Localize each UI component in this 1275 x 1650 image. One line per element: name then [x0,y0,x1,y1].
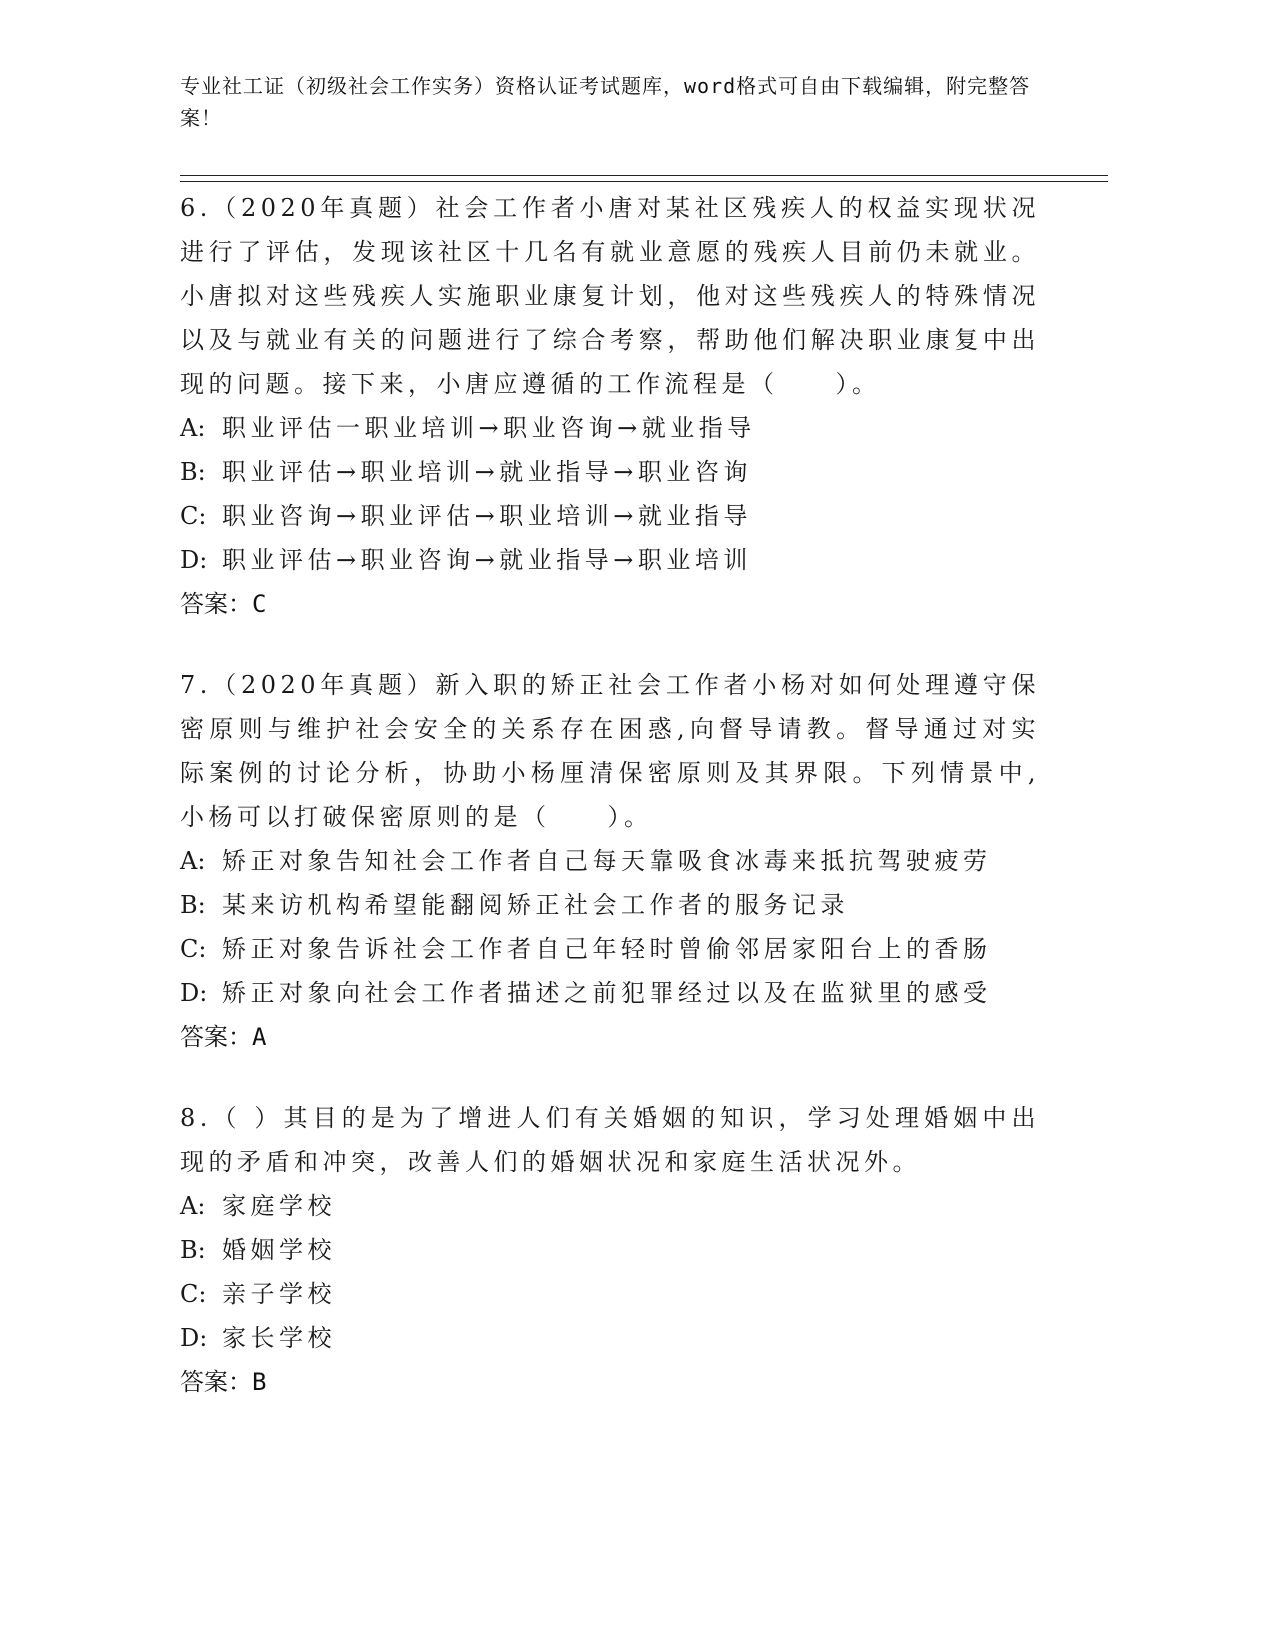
option-key: B: [180,891,206,919]
option-c [180,494,1040,538]
option-key: A: [180,847,206,875]
option-b [180,450,1040,494]
answer-label: 答案：B [180,1368,267,1396]
option-text: 家庭学校 [222,1192,336,1220]
option-b [180,1228,1040,1272]
option-key: D: [180,1324,208,1352]
option-key: A: [180,1192,206,1220]
header-divider-top [180,175,1108,176]
option-text: 矫正对象告知社会工作者自己每天靠吸食冰毒来抵抗驾驶疲劳 [222,847,992,875]
question-list [180,186,1040,1441]
option-key: D: [180,979,208,1007]
option-a [180,406,1040,450]
option-key: D: [180,546,208,574]
question-8 [180,1096,1040,1404]
option-text: 婚姻学校 [222,1236,336,1264]
option-key: C: [180,1280,207,1308]
option-text: 某来访机构希望能翻阅矫正社会工作者的服务记录 [222,891,849,919]
option-a [180,1184,1040,1228]
option-key: C: [180,935,207,963]
question-6 [180,186,1040,626]
option-d [180,1316,1040,1360]
option-text: 矫正对象向社会工作者描述之前犯罪经过以及在监狱里的感受 [222,979,992,1007]
option-text: 职业评估→职业培训→就业指导→职业咨询 [222,458,752,486]
option-text: 职业评估一职业培训→职业咨询→就业指导 [222,414,756,442]
option-key: C: [180,502,207,530]
document-header: 专业社工证（初级社会工作实务）资格认证考试题库，word格式可自由下载编辑，附完整答案！ [180,74,1031,130]
header-divider-bottom [180,181,1108,182]
question-stem: 7.（2020年真题）新入职的矫正社会工作者小杨对如何处理遵守保密原则与维护社会安全的关系存在困惑,向督导请教。督导通过对实际案例的讨论分析，协助小杨厘清保密原则及其界限。下列情景中,小杨可以打破保密原则的是（ ）。 [180,671,1040,831]
option-b [180,883,1040,927]
answer-label: 答案：C [180,590,267,618]
option-key: A: [180,414,206,442]
option-text: 职业咨询→职业评估→职业培训→就业指导 [222,502,752,530]
question-stem: 8.（ ）其目的是为了增进人们有关婚姻的知识，学习处理婚姻中出现的矛盾和冲突，改善人们的婚姻状况和家庭生活状况外。 [180,1104,1040,1176]
option-c [180,1272,1040,1316]
option-d [180,538,1040,582]
option-key: B: [180,1236,206,1264]
option-text: 家长学校 [222,1324,336,1352]
option-text: 矫正对象告诉社会工作者自己年轻时曾偷邻居家阳台上的香肠 [222,935,992,963]
option-key: B: [180,458,206,486]
answer-label: 答案：A [180,1023,267,1051]
option-text: 职业评估→职业咨询→就业指导→职业培训 [222,546,752,574]
question-7 [180,663,1040,1059]
option-c [180,927,1040,971]
option-d [180,971,1040,1015]
option-text: 亲子学校 [222,1280,336,1308]
option-a [180,839,1040,883]
question-stem: 6.（2020年真题）社会工作者小唐对某社区残疾人的权益实现状况进行了评估，发现该社区十几名有就业意愿的残疾人目前仍未就业。小唐拟对这些残疾人实施职业康复计划，他对这些残疾人的特殊情况以及与就业有关的问题进行了综合考察，帮助他们解决职业康复中出现的问题。接下来，小唐应遵循的工作流程是（ ）。 [180,194,1040,398]
